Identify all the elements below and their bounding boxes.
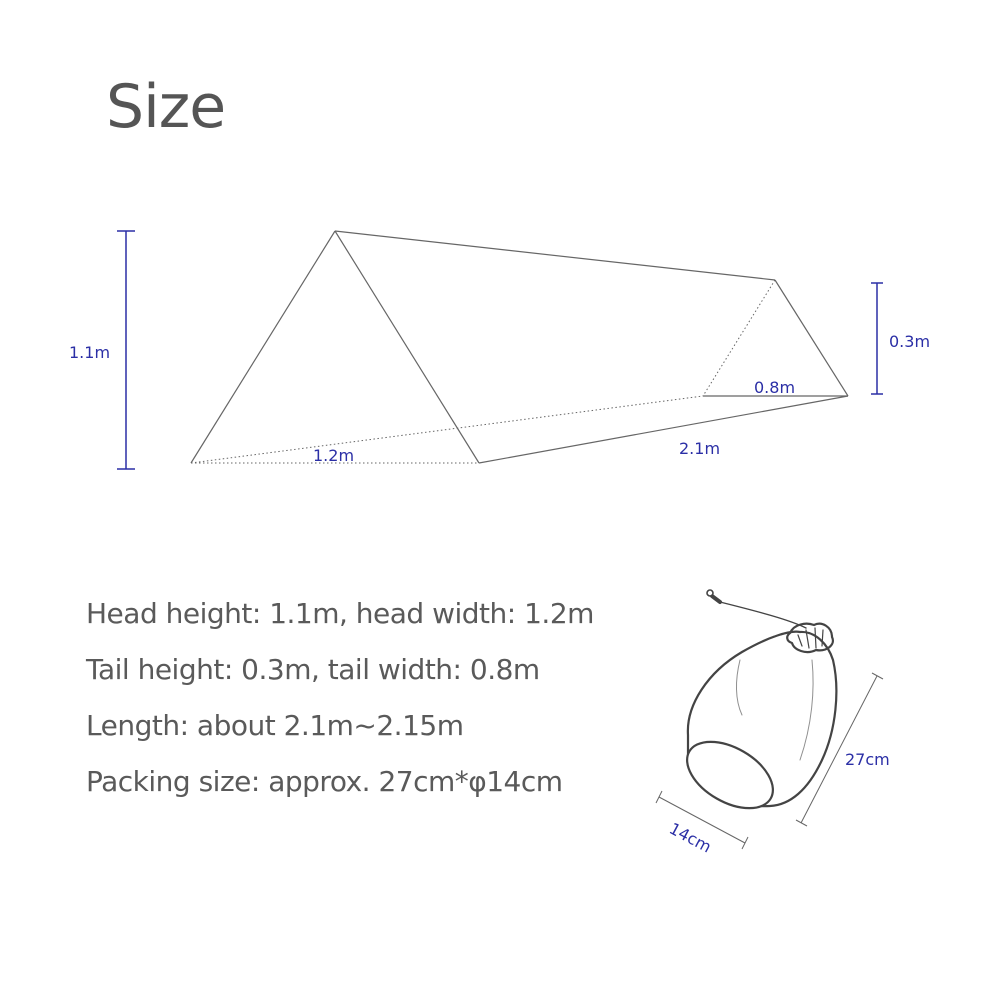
head-height-label: 1.1m	[69, 343, 111, 362]
head-height-dimension	[117, 231, 135, 469]
tent-drawing	[191, 231, 848, 463]
bag-height-label: 27cm	[845, 750, 890, 769]
head-left-edge	[191, 231, 335, 463]
spec-tail: Tail height: 0.3m, tail width: 0.8m	[86, 653, 540, 686]
tail-height-label: 0.3m	[889, 332, 931, 351]
tail-width-label: 0.8m	[754, 378, 796, 397]
ridge-line	[335, 231, 775, 280]
stuff-sack-icon	[676, 590, 837, 822]
tail-height-dimension	[871, 283, 883, 394]
spec-head: Head height: 1.1m, head width: 1.2m	[86, 597, 594, 630]
head-width-label: 1.2m	[313, 446, 355, 465]
spec-packing: Packing size: approx. 27cm*φ14cm	[86, 765, 563, 798]
bag-diameter-label: 14cm	[666, 818, 715, 857]
page-title: Size	[106, 72, 226, 142]
spec-list	[86, 592, 594, 816]
length-label: 2.1m	[679, 439, 721, 458]
spec-length: Length: about 2.1m~2.15m	[86, 709, 464, 742]
hidden-bottom-edge	[191, 396, 703, 463]
side-bottom-edge	[479, 396, 848, 463]
